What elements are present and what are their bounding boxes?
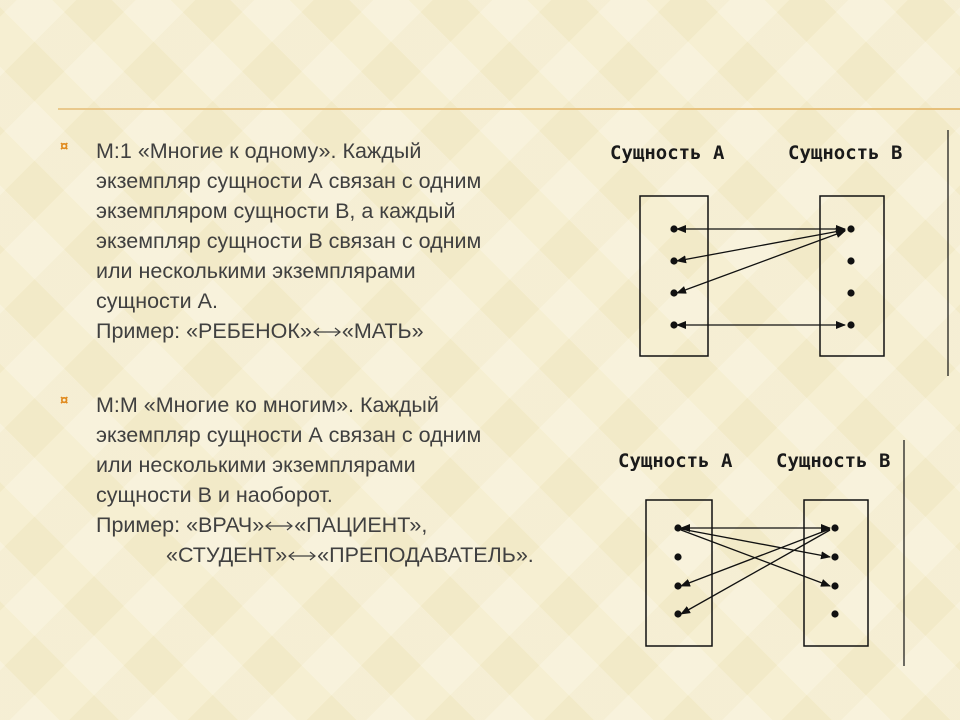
entity-b-label: Сущность В — [776, 450, 891, 472]
bullet-many-to-one — [60, 136, 560, 346]
text-line: экземпляром сущности В, а каждый — [96, 199, 456, 223]
entity-b-box — [820, 196, 884, 356]
diagram-many-to-many — [600, 440, 910, 670]
text-line: M:M «Многие ко многим». Каждый — [96, 393, 439, 417]
instance-dot — [674, 553, 681, 560]
example-left: «СТУДЕНТ» — [166, 543, 288, 567]
instance-dot — [831, 553, 838, 560]
entity-a-label: Сущность А — [610, 142, 725, 164]
example-right: «ПРЕПОДАВАТЕЛЬ». — [317, 543, 534, 567]
text-line: экземпляр сущности А связан с одним — [96, 169, 482, 193]
entity-a-box — [640, 196, 708, 356]
text-line: сущности А. — [96, 289, 218, 313]
title-divider — [58, 108, 960, 110]
instance-dot — [847, 257, 854, 264]
instance-dot — [670, 321, 677, 328]
instance-dot — [674, 582, 681, 589]
instance-dot — [670, 257, 677, 264]
diagram-2-graphic — [600, 440, 910, 670]
text-line: сущности В и наоборот. — [96, 483, 333, 507]
text-line: или несколькими экземплярами — [96, 259, 416, 283]
text-line: экземпляр сущности А связан с одним — [96, 423, 482, 447]
example-right: «МАТЬ» — [341, 319, 424, 343]
instance-dot — [674, 524, 681, 531]
double-arrow-icon — [264, 519, 294, 533]
entity-a-label: Сущность А — [618, 450, 733, 472]
example-line — [96, 510, 560, 540]
diagram-1-graphic — [600, 130, 952, 380]
instance-dot — [670, 225, 677, 232]
bullet-marker-icon: ¤ — [60, 392, 69, 409]
instance-dot — [831, 582, 838, 589]
instance-dot — [847, 289, 854, 296]
instance-dot — [847, 321, 854, 328]
example-right: «ПАЦИЕНТ», — [294, 513, 428, 537]
instance-dot — [674, 610, 681, 617]
example-line — [96, 316, 560, 346]
instance-dot — [831, 524, 838, 531]
text-line: или несколькими экземплярами — [96, 453, 416, 477]
instance-dot — [831, 610, 838, 617]
diagram-many-to-one — [600, 130, 952, 380]
bullet-text — [96, 390, 560, 570]
instance-dot — [670, 289, 677, 296]
bullet-text — [96, 136, 560, 346]
bullet-many-to-many — [60, 390, 560, 570]
entity-b-label: Сущность В — [788, 142, 903, 164]
double-arrow-icon — [287, 549, 317, 563]
entity-b-box — [804, 500, 868, 646]
example-line-2 — [96, 540, 560, 570]
text-line: экземпляр сущности В связан с одним — [96, 229, 482, 253]
text-line: M:1 «Многие к одному». Каждый — [96, 139, 422, 163]
instance-dot — [847, 225, 854, 232]
bullet-marker-icon: ¤ — [60, 138, 69, 155]
entity-a-box — [646, 500, 712, 646]
example-left: Пример: «РЕБЕНОК» — [96, 319, 312, 343]
double-arrow-icon — [312, 325, 342, 339]
example-left: Пример: «ВРАЧ» — [96, 513, 265, 537]
